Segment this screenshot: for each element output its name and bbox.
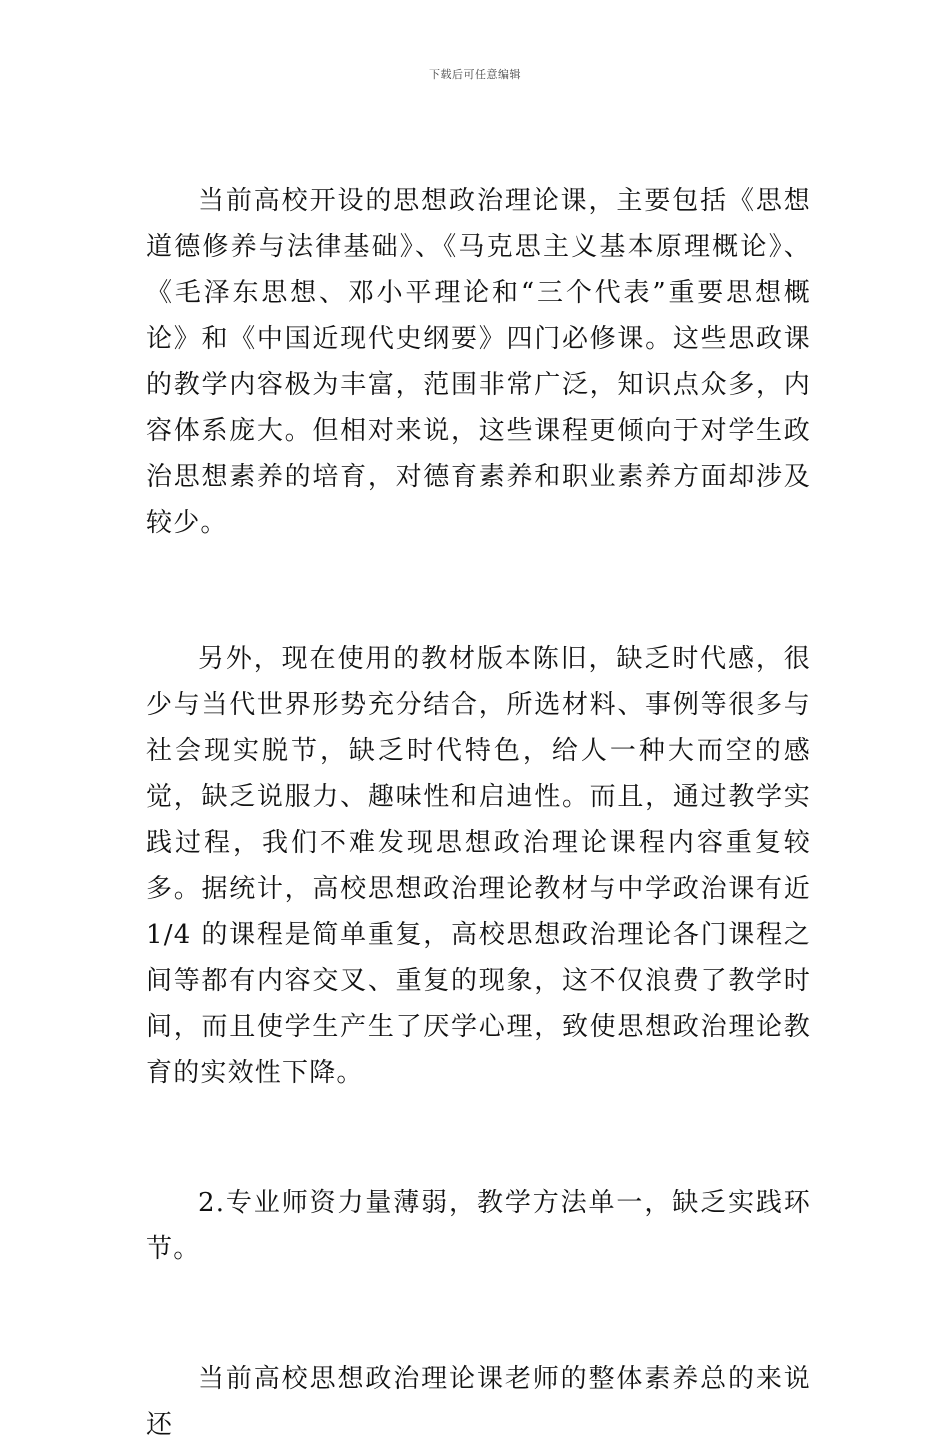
page-header: 下载后可任意编辑 [429, 68, 521, 81]
paragraph-gap [146, 546, 811, 636]
paragraph-gap [146, 1272, 811, 1356]
paragraph-gap [146, 1096, 811, 1180]
paragraph-textbook: 另外，现在使用的教材版本陈旧，缺乏时代感，很少与当代世界形势充分结合，所选材料、事例等很多与社会现实脱节，缺乏时代特色，给人一种大而空的感觉，缺乏说服力、趣味性和启迪性。而且，通过教学实践过程，我们不难发现思想政治理论课程内容重复较多。据统计，高校思想政治理论教材与中学政治课有近 1/4 的课程是简单重复，高校思想政治理论各门课程之间等都有内容交叉、重复的现象，这不仅浪费了教学时间，而且使学生产生了厌学心理，致使思想政治理论教育的实效性下降。 [146, 644, 811, 1088]
document-body [146, 178, 811, 1448]
paragraph-teachers: 当前高校思想政治理论课老师的整体素养总的来说还 [146, 1364, 811, 1440]
section-heading: 2.专业师资力量薄弱，教学方法单一，缺乏实践环节。 [146, 1188, 811, 1264]
paragraph-course-content: 当前高校开设的思想政治理论课，主要包括《思想道德修养与法律基础》、《马克思主义基本原理概论》、《毛泽东思想、邓小平理论和“三个代表”重要思想概论》和《中国近现代史纲要》四门必修课。这些思政课的教学内容极为丰富，范围非常广泛，知识点众多，内容体系庞大。但相对来说，这些课程更倾向于对学生政治思想素养的培育，对德育素养和职业素养方面却涉及较少。 [146, 186, 811, 538]
